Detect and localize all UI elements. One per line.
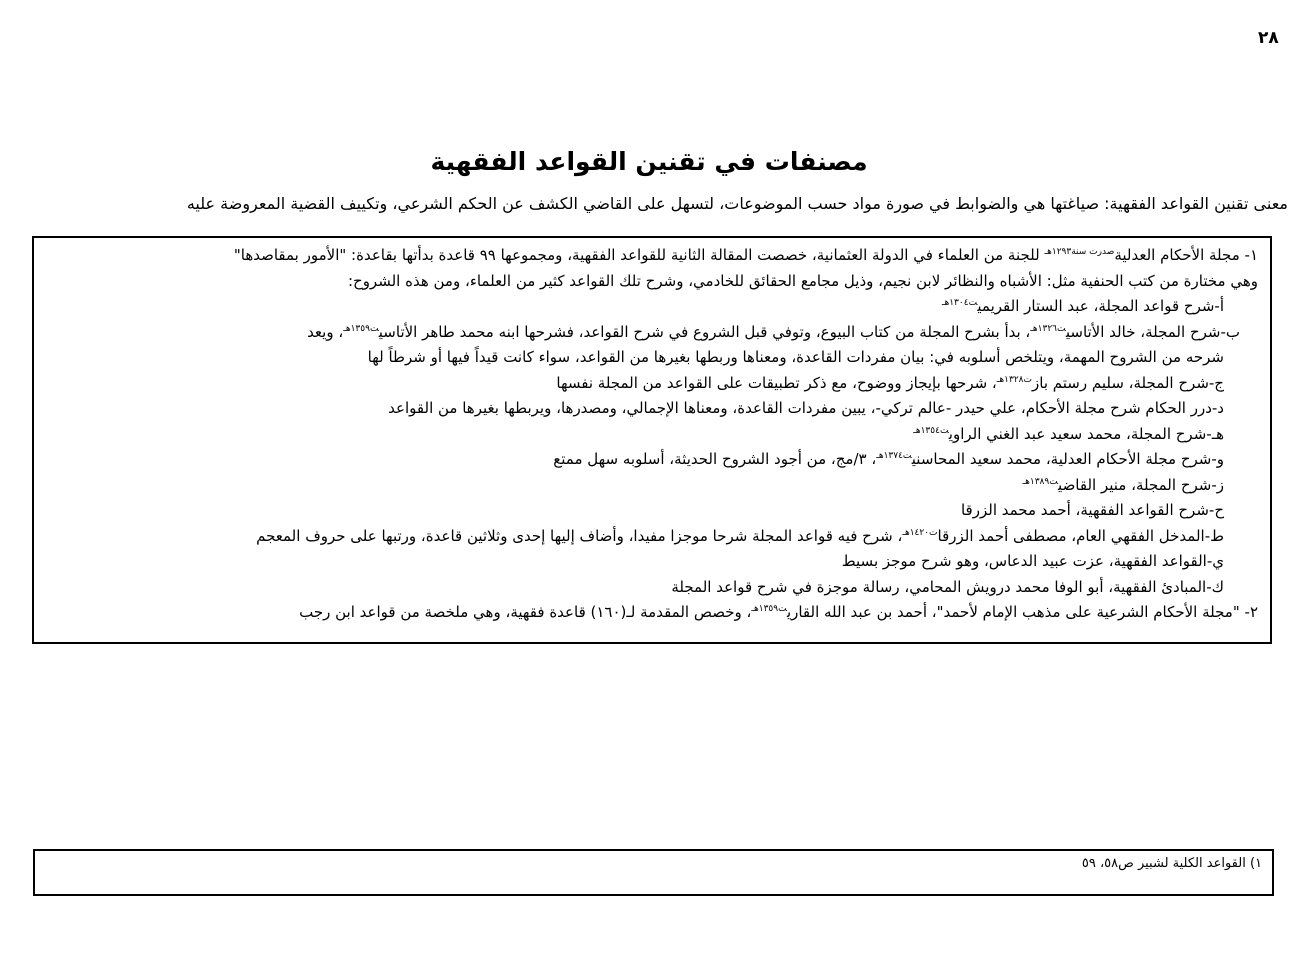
date-note: ت١٣٥٤هـ: [913, 425, 949, 436]
item-text: ب-شرح المجلة، خالد الأتاسي: [1065, 322, 1240, 341]
list-item-qari: [44, 600, 1258, 626]
sub-item-ta: [44, 524, 1258, 550]
item-text: ك-المبادئ الفقهية، أبو الوفا محمد درويش المحامي، رسالة موجزة في شرح قواعد المجلة: [671, 577, 1224, 596]
footnote-text: ١) القواعد الكلية لشبير ص٥٨، ٥٩: [1081, 856, 1262, 871]
books-list: [44, 243, 1258, 639]
sub-item-h: [44, 422, 1258, 448]
sub-item-d: [44, 396, 1258, 422]
sub-item-j: [44, 371, 1258, 397]
sub-item-a: [44, 294, 1258, 320]
item-text: ح-شرح القواعد الفقهية، أحمد محمد الزرقا: [960, 501, 1224, 519]
date-note: ت١٣٥٩هـ: [751, 604, 787, 614]
sub-item-y: [44, 549, 1258, 575]
footnote-box: [33, 849, 1274, 896]
item-text: شرحه من الشروح المهمة، ويتلخص أسلوبه في: بيان مفردات القاعدة، ومعناها وربطها بغيرها من القواعد، سواء كانت قيداً فيها أو شرطاً لها: [367, 348, 1224, 366]
item-text: ، وخصص المقدمة لـ(١٦٠) قاعدة فقهية، وهي ملخصة من قواعد ابن رجب: [299, 603, 752, 621]
date-note: صدرت سنة١٢٩٣هـ: [1044, 247, 1115, 257]
sub-item-w: [44, 447, 1258, 473]
item-text: ، ويعد: [307, 322, 344, 341]
item-text: ط-المدخل الفقهي العام، مصطفى أحمد الزرقا: [937, 526, 1224, 545]
list-item-majalla: [44, 243, 1258, 269]
sub-item-b-continued: [44, 345, 1258, 371]
item-text: ، شرحها بإيجاز ووضوح، مع ذكر تطبيقات على القواعد من المجلة نفسها: [556, 373, 997, 392]
definition-paragraph: معنى تقنين القواعد الفقهية: صياغتها هي والضوابط في صورة مواد حسب الموضوعات، لتسهل على القاضي الكشف عن الحكم الشرعي، وتكييف القضية المعروضة عليه: [186, 194, 1288, 213]
sub-item-k: [44, 575, 1258, 601]
item-text: هـ-شرح المجلة، محمد سعيد عبد الغني الراوي: [948, 424, 1224, 443]
item-text: ز-شرح المجلة، منير القاضي: [1058, 475, 1224, 494]
item-text: د-درر الحكام شرح مجلة الأحكام، علي حيدر -عالم تركي-، يبين مفردات القاعدة، ومعناها الإجمالي، ومصدرها، ويربطها بغيرها من القواعد: [388, 399, 1224, 417]
item-text: ، شرح فيه قواعد المجلة شرحا موجزا مفيدا، وأضاف إليها إحدى وثلاثين قاعدة، ورتبها على حروف المعجم: [256, 526, 903, 545]
item-text: ، بدأ بشرح المجلة من كتاب البيوع، وتوفي قبل الشروع في شرح القواعد، فشرحها ابنه محمد طاهر الأتاسي: [378, 322, 1031, 341]
books-list-box: [32, 236, 1272, 644]
sub-item-z: [44, 473, 1258, 499]
item-text: ج-شرح المجلة، سليم رستم باز: [1032, 373, 1224, 392]
date-note: ت١٣٢٦هـ: [1030, 323, 1066, 334]
item-text: ، ٣/مج، من أجود الشروح الحديثة، أسلوبه سهل ممتع: [553, 450, 877, 468]
page-number: ٢٨: [1258, 28, 1279, 48]
item-text: وهي مختارة من كتب الحنفية مثل: الأشباه والنظائر لابن نجيم، وذيل مجامع الحقائق للخادمي، وشرح تلك القواعد كثير من العلماء، ومن هذه الشروح:: [347, 271, 1258, 290]
date-note: ت١٣٥٩هـ: [343, 323, 379, 334]
sub-item-b: [44, 320, 1258, 346]
item-text: ٢- "مجلة الأحكام الشرعية على مذهب الإمام لأحمد"، أحمد بن عبد الله القاري: [786, 603, 1258, 621]
item-lead: ١- مجلة الأحكام العدلية: [1114, 246, 1258, 264]
item-text: ي-القواعد الفقهية، عزت عبيد الدعاس، وهو شرح موجز بسيط: [841, 552, 1224, 570]
date-note: ت١٣٧٤هـ: [876, 451, 912, 461]
sub-item-ha: [44, 498, 1258, 524]
page-title: مصنفات في تقنين القواعد الفقهية: [430, 147, 868, 176]
date-note: ت١٣٠٤هـ: [941, 298, 978, 308]
date-note: ت١٤٢٠هـ: [902, 527, 938, 538]
date-note: ت١٣٨٩هـ: [1022, 476, 1059, 487]
list-item-line: [44, 269, 1258, 295]
item-text: و-شرح مجلة الأحكام العدلية، محمد سعيد المحاسني: [911, 450, 1224, 468]
item-text: للجنة من العلماء في الدولة العثمانية، خصصت المقالة الثانية للقواعد الفقهية، ومجموعها ٩٩ قاعدة بدأتها بقاعدة: "الأمور بمقاصدها": [233, 246, 1040, 264]
date-note: ت١٣٢٨هـ: [996, 374, 1032, 385]
item-text: أ-شرح قواعد المجلة، عبد الستار القريمي: [977, 297, 1224, 315]
